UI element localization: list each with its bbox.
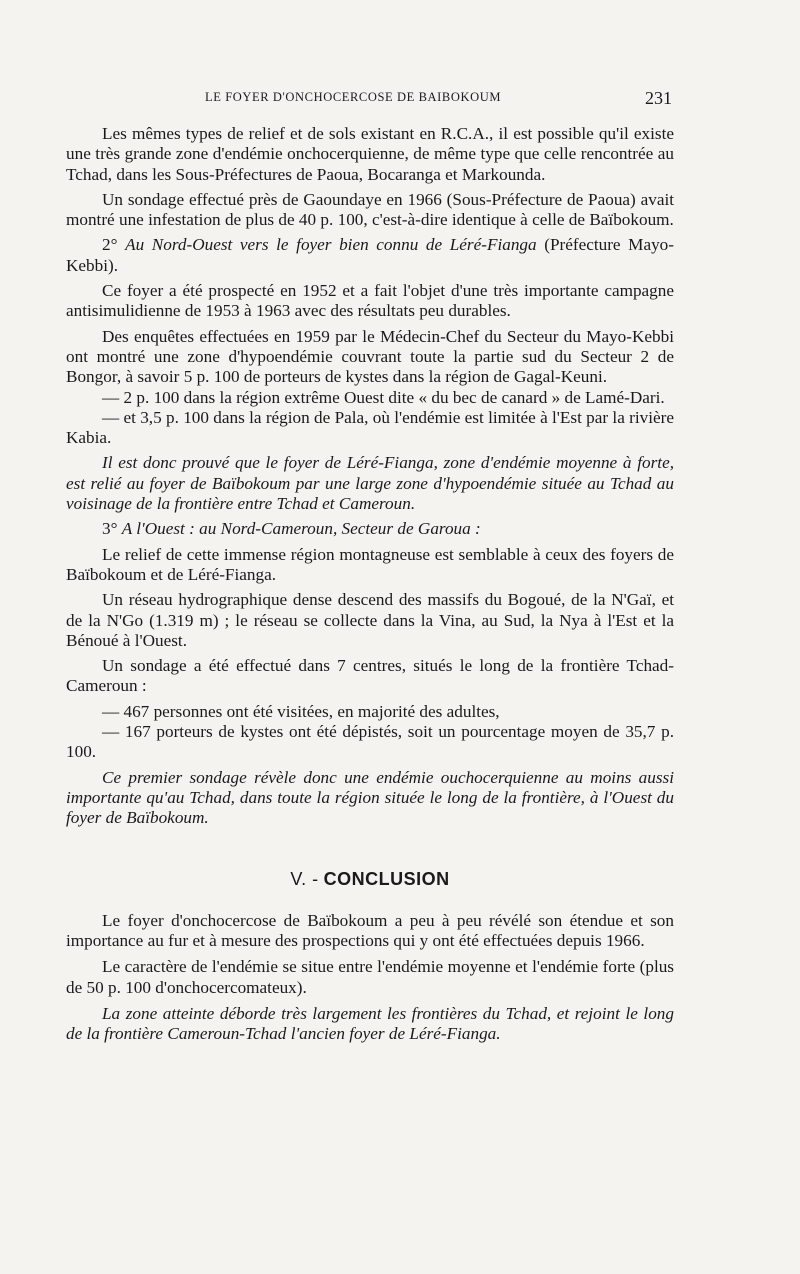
list-item: — et 3,5 p. 100 dans la région de Pala, où l'endémie est limitée à l'Est par la rivière Kabia. [66,407,674,448]
list-item: — 2 p. 100 dans la région extrême Ouest dite « du bec de canard » de Lamé-Dari. [102,387,665,407]
list-item: — 167 porteurs de kystes ont été dépistés, soit un pourcentage moyen de 35,7 p. 100. [66,722,674,762]
paragraph: Ce foyer a été prospecté en 1952 et a fait l'objet d'une très importante campagne antisimulidienne de 1953 à 1963 avec des résultats peu durables. [66,281,674,321]
italic-paragraph: Il est donc prouvé que le foyer de Léré-Fianga, zone d'endémie moyenne à forte, est relié au foyer de Baïbokoum par une large zone d'hypoendémie située au Tchad au voisinage de la frontière entre Tchad et Cameroun. [66,453,674,514]
subsection-title: A l'Ouest : au Nord-Cameroun, Secteur de Garoua : [121,519,481,539]
paragraph: Le caractère de l'endémie se situe entre l'endémie moyenne et l'endémie forte (plus de 50 p. 100 d'onchocercomateux). [66,957,674,997]
paragraph: Un sondage a été effectué dans 7 centres, situés le long de la frontière Tchad-Cameroun : [66,656,674,696]
section-heading [66,869,674,889]
section-number: V. - [290,868,319,889]
paragraph: Le relief de cette immense région montagneuse est semblable à ceux des foyers de Baïbokoum et de Léré-Fianga. [66,544,674,584]
section-title: CONCLUSION [323,868,450,889]
paragraph: Des enquêtes effectuées en 1959 par le Médecin-Chef du Secteur du Mayo-Kebbi ont montré une zone d'hypoendémie couvrant toute la partie sud du Secteur 2 de Bongor, à savoir 5 p. 100 de porteurs de kystes dans la région de Gagal-Keuni. [66,326,674,387]
subsection-qualifier: (Préfecture Mayo-Kebbi). [66,235,674,275]
body-text [66,124,674,1051]
conclusion-block [66,911,674,1045]
subsection-heading [66,235,674,276]
italic-paragraph: La zone atteinte déborde très largement les frontières du Tchad, et rejoint le long de la frontière Cameroun-Tchad l'ancien foyer de Léré-Fianga. [66,1003,674,1044]
subsection-number: 2° [102,235,118,255]
italic-paragraph: Ce premier sondage révèle donc une endémie ouchocerquienne au moins aussi importante qu'au Tchad, dans toute la région située le long de la frontière, à l'Ouest du foyer de Baïbokoum. [66,767,674,828]
subsection-heading [66,519,674,539]
paragraph: Un réseau hydrographique dense descend des massifs du Bogoué, de la N'Gaï, et de la N'Go (1.319 m) ; le réseau se collecte dans la Vina, au Sud, la Nya à l'Est et la Bénoué à l'Ouest. [66,590,674,650]
paragraph: Le foyer d'onchocercose de Baïbokoum a peu à peu révélé son étendue et son importance au fur et à mesure des prospections qui y ont été effectuées depuis 1966. [66,910,674,951]
running-header [0,88,800,112]
page-number: 231 [645,88,672,108]
list-item: — 467 personnes ont été visitées, en majorité des adultes, [102,701,500,721]
paragraph: Un sondage effectué près de Gaoundaye en 1966 (Sous-Préfecture de Paoua) avait montré une infestation de plus de 40 p. 100, c'est-à-dire identique à celle de Baïbokoum. [66,189,674,230]
subsection-number: 3° [102,519,118,539]
running-title: LE FOYER D'ONCHOCERCOSE DE BAIBOKOUM [205,90,502,104]
paragraph: Les mêmes types de relief et de sols existant en R.C.A., il est possible qu'il existe une très grande zone d'endémie onchocerquienne, de même type que celle rencontrée au Tchad, dans les Sous-Préfectures de Paoua, Bocaranga et Markounda. [66,124,674,184]
subsection-title: Au Nord-Ouest vers le foyer bien connu de Léré-Fianga [125,235,537,255]
